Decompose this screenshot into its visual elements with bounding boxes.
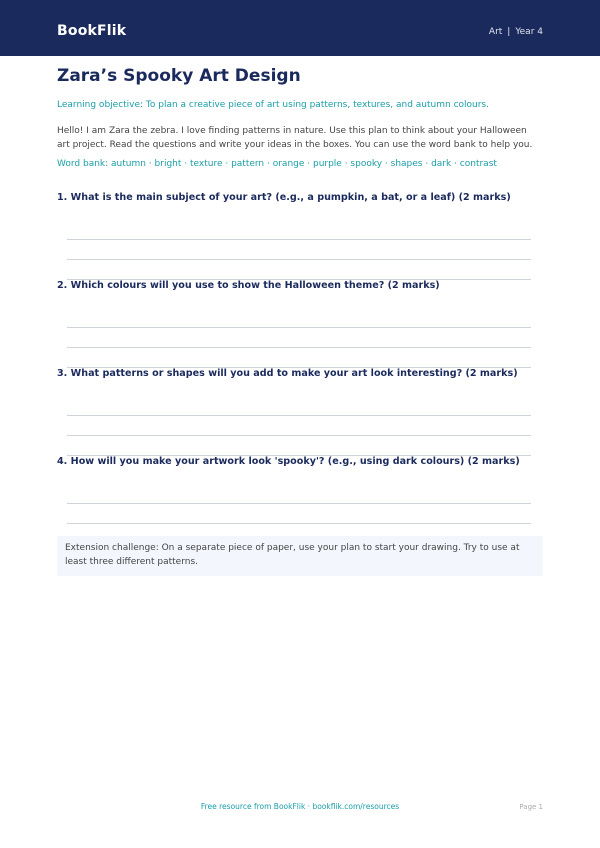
answer-line[interactable]	[67, 327, 531, 328]
year-label: Year 4	[515, 27, 543, 37]
extension-challenge: Extension challenge: On a separate piece of paper, use your plan to start your drawing. Try to use at least three different patterns.	[57, 536, 543, 576]
question-4: 4. How will you make your artwork look 'spooky'? (e.g., using dark colours) (2 marks)	[57, 456, 520, 467]
header-bar	[0, 0, 600, 56]
subject-label: Art	[488, 27, 503, 37]
footer-credit[interactable]: Free resource from BookFlik · bookflik.com/resources	[200, 802, 400, 811]
word-bank: Word bank: autumn · bright · texture · pattern · orange · purple · spooky · shapes · dark · contrast	[57, 159, 497, 169]
answer-line[interactable]	[67, 523, 531, 524]
intro-text: Hello! I am Zara the zebra. I love finding patterns in nature. Use this plan to think about your Halloween art project. Read the questions and write your ideas in the boxes. You can use the word bank to help you.	[57, 126, 533, 150]
page-title: Zara’s Spooky Art Design	[57, 66, 301, 86]
brand-logo[interactable]: BookFlik	[57, 23, 127, 39]
header-meta	[489, 27, 543, 37]
answer-line[interactable]	[67, 435, 531, 436]
answer-line[interactable]	[67, 347, 531, 348]
answer-line[interactable]	[67, 259, 531, 260]
answer-line[interactable]	[67, 503, 531, 504]
answer-line[interactable]	[67, 415, 531, 416]
answer-line[interactable]	[67, 239, 531, 240]
question-2: 2. Which colours will you use to show the Halloween theme? (2 marks)	[57, 280, 440, 291]
question-1: 1. What is the main subject of your art? (e.g., a pumpkin, a bat, or a leaf) (2 marks)	[57, 192, 511, 203]
learning-objective: Learning objective: To plan a creative piece of art using patterns, textures, and autumn colours.	[57, 100, 489, 110]
question-3: 3. What patterns or shapes will you add to make your art look interesting? (2 marks)	[57, 368, 518, 379]
page-number: Page 1	[519, 803, 543, 811]
meta-separator: |	[507, 27, 511, 37]
